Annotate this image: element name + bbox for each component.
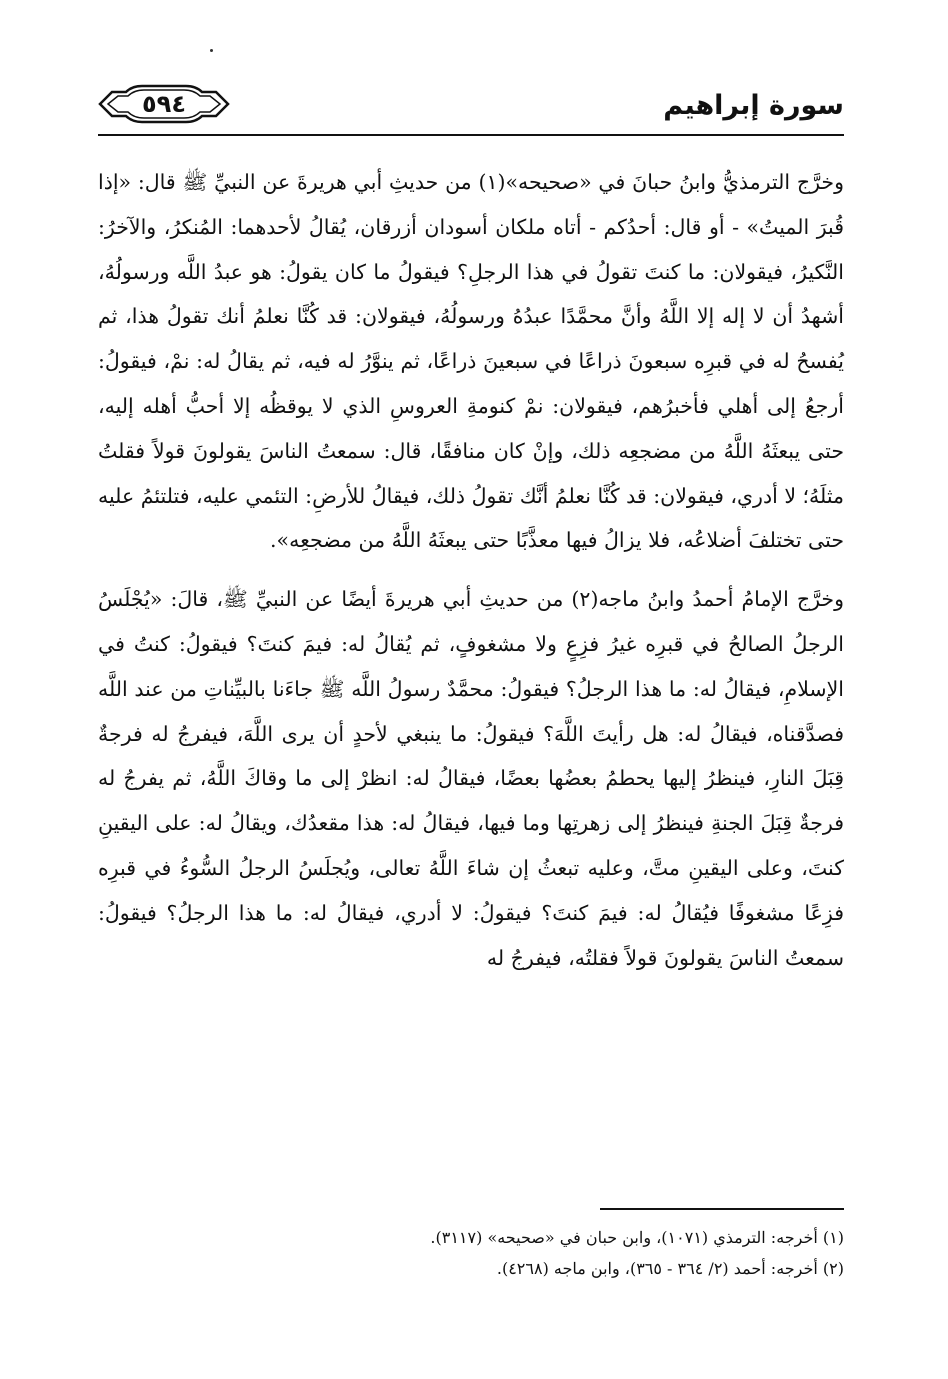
paragraph-ahmad-hadith: وخرَّج الإمامُ أحمدُ وابنُ ماجه(٢) من حديثِ أبي هريرةَ أيضًا عن النبيِّ ﷺ، قالَ: «يُجْلَسُ الرجلُ الصالحُ في قبرِه غيرُ فزِعٍ ولا مشغوفٍ، ثم يُقالُ له: فيمَ كنتَ؟ فيقولُ: كنتُ في الإسلامِ، فيقالُ له: ما هذا الرجلُ؟ فيقولُ: محمَّدٌ رسولُ اللَّه ﷺ جاءَنا بالبيِّناتِ من عند اللَّه فصدَّقناه، فيقالُ له: هل رأيتَ اللَّهَ؟ فيقولُ: ما ينبغي لأحدٍ أن يرى اللَّهَ، فيفرجُ له فرجةٌ قِبَلَ النارِ، فينظرُ إليها يحطمُ بعضُها بعضًا، فيقالُ له: انظرْ إلى ما وقاكَ اللَّهُ، ثم يفرجُ له فرجةٌ قِبَلَ الجنةِ فينظرُ إلى زهرتِها وما فيها، فيقالُ له: هذا مقعدُك، ويقالُ له: على اليقينِ كنتَ، وعلى اليقينِ متَّ، وعليه تبعثُ إن شاءَ اللَّهُ تعالى، ويُجلَسُ الرجلُ السُّوءُ في قبرِه فزِعًا مشغوفًا فيُقالُ له: فيمَ كنتَ؟ فيقولُ: لا أدري، فيقالُ له: ما هذا الرجلُ؟ فيقولُ: سمعتُ الناسَ يقولونَ قولاً فقلتُه، فيفرجُ له [98, 587, 844, 970]
main-text [98, 160, 844, 980]
paragraph-tirmidhi-hadith: وخرَّج الترمذيُّ وابنُ حبانَ في «صحيحه»(١) من حديثِ أبي هريرةَ عن النبيِّ ﷺ قال: «إذا قُبرَ الميتُ» - أو قال: أحدُكم - أتاه ملكان أسودان أزرقان، يُقالُ لأحدهما: المُنكرُ، والآخرُ: النَّكيرُ، فيقولان: ما كنتَ تقولُ في هذا الرجلِ؟ فيقولُ ما كان يقولُ: هو عبدُ اللَّه ورسولُهُ، أشهدُ أن لا إله إلا اللَّهُ وأنَّ محمَّدًا عبدُهُ ورسولُهُ، فيقولان: قد كُنَّا نعلمُ أنك تقولُ هذا، ثم يُفسحُ له في قبرِه سبعونَ ذراعًا في سبعينَ ذراعًا، ثم ينوَّرُ له فيه، ثم يقالُ له: نمْ، فيقولُ: أرجعُ إلى أهلي فأخبرُهم، فيقولان: نمْ كنومةِ العروسِ الذي لا يوقظُه إلا أحبُّ أهله إليه، حتى يبعثَهُ اللَّهُ من مضجعِه ذلك، وإنْ كان منافقًا، قال: سمعتُ الناسَ يقولونَ قولاً فقلتُ مثلَهُ؛ لا أدري، فيقولان: قد كُنَّا نعلمُ أنَّك تقولُ ذلك، فيقالُ للأرضِ: التئمي عليه، فتلتئمُ عليه حتى تختلفَ أضلاعُه، فلا يزالُ فيها معذَّبًا حتى يبعثَهُ اللَّهُ من مضجعِه». [98, 170, 844, 553]
footnote-divider [600, 1208, 844, 1210]
page-header [98, 84, 844, 134]
footnotes [98, 1222, 844, 1284]
page-number-badge [98, 84, 230, 124]
footnote-2: (٢) أخرجه: أحمد (٢/ ٣٦٤ - ٣٦٥)، وابن ماجه (٤٢٦٨). [496, 1259, 844, 1278]
surah-title: سورة إبراهيم [663, 90, 844, 121]
page-number: ٥٩٤ [142, 90, 186, 118]
header-divider [98, 134, 844, 136]
footnote-1: (١) أخرجه: الترمذي (١٠٧١)، وابن حبان في «صحيحه» (٣١١٧). [430, 1228, 844, 1247]
ink-speck [210, 49, 213, 52]
